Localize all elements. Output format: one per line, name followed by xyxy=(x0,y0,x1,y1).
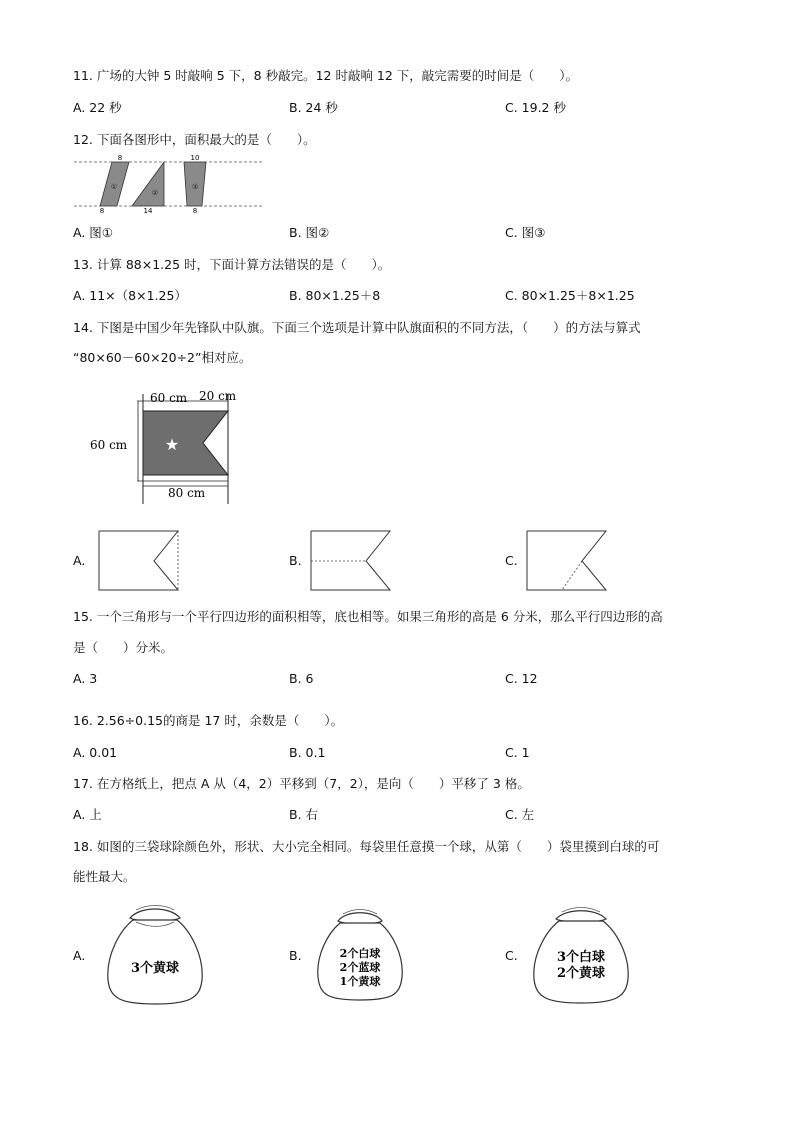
question-15-text-line2: 是（ ）分米。 xyxy=(73,640,174,655)
question-18-text-line2: 能性最大。 xyxy=(73,869,136,884)
q16-option-a[interactable]: A. 0.01 xyxy=(73,745,118,760)
flag-bottom-width-label: 80 cm xyxy=(168,486,206,500)
q15-option-b[interactable]: B. 6 xyxy=(289,671,314,686)
q16-option-b[interactable]: B. 0.1 xyxy=(289,745,326,760)
shape1-marker: ① xyxy=(110,183,118,191)
bag-b-line1: 2个白球 xyxy=(339,947,381,960)
q18-bag-a xyxy=(100,900,210,1010)
shape3-top-label: 10 xyxy=(190,154,200,162)
q13-option-b[interactable]: B. 80×1.25＋8 xyxy=(289,288,381,303)
flag-notch-width-label: 20 cm xyxy=(199,389,237,403)
question-16-text: 16. 2.56÷0.15的商是 17 时，余数是（ ）。 xyxy=(73,713,344,728)
q16-option-c[interactable]: C. 1 xyxy=(505,745,530,760)
question-13-text: 13. 计算 88×1.25 时，下面计算方法错误的是（ ）。 xyxy=(73,257,391,272)
q14-option-b-figure xyxy=(308,528,398,592)
q14-option-a[interactable]: A. xyxy=(73,553,86,568)
q14-flag-figure xyxy=(88,386,268,506)
triangle-shape xyxy=(132,162,164,206)
shape1-top-label: 8 xyxy=(117,154,123,162)
bag-c-line1: 3个白球 xyxy=(556,950,606,965)
shape2-bottom-label: 14 xyxy=(143,207,153,215)
q13-option-a[interactable]: A. 11×（8×1.25） xyxy=(73,288,187,303)
bag-b-line3: 1个黄球 xyxy=(339,975,381,988)
q14-option-a-figure xyxy=(96,528,186,592)
q14-option-c-figure xyxy=(524,528,614,592)
flag-shape xyxy=(143,411,228,475)
question-14-text-line1: 14. 下图是中国少年先锋队中队旗。下面三个选项是计算中队旗面积的不同方法，（ ）的方法与算式 xyxy=(73,320,641,335)
bag-a-label: 3个黄球 xyxy=(130,961,180,976)
question-15-text-line1: 15. 一个三角形与一个平行四边形的面积相等，底也相等。如果三角形的高是 6 分米，那么平行四边形的高 xyxy=(73,609,663,624)
q18-bag-c xyxy=(526,903,636,1008)
shape1-bottom-label: 8 xyxy=(99,207,105,215)
q11-option-c[interactable]: C. 19.2 秒 xyxy=(505,100,566,115)
shape3-bottom-label: 8 xyxy=(192,207,198,215)
q15-option-c[interactable]: C. 12 xyxy=(505,671,538,686)
q12-option-b[interactable]: B. 图② xyxy=(289,225,330,240)
q12-shapes-figure xyxy=(74,155,274,215)
question-17-text: 17. 在方格纸上，把点 A 从（4，2）平移到（7，2），是向（ ）平移了 3 格。 xyxy=(73,776,530,791)
bag-b-line2: 2个蓝球 xyxy=(339,961,381,974)
question-18-text-line1: 18. 如图的三袋球除颜色外，形状、大小完全相同。每袋里任意摸一个球，从第（ ）袋里摸到白球的可 xyxy=(73,839,660,854)
q11-option-b[interactable]: B. 24 秒 xyxy=(289,100,338,115)
question-14-text-line2: “80×60－60×20÷2”相对应。 xyxy=(73,350,252,365)
shape2-marker: ② xyxy=(151,189,159,197)
q13-option-c[interactable]: C. 80×1.25＋8×1.25 xyxy=(505,288,635,303)
q14-option-b[interactable]: B. xyxy=(289,553,302,568)
q18-bag-b xyxy=(310,905,410,1005)
question-11-text: 11. 广场的大钟 5 时敲响 5 下，8 秒敲完。12 时敲响 12 下，敲完需要的时间是（ ）。 xyxy=(73,68,579,83)
q18-option-c[interactable]: C. xyxy=(505,948,518,963)
q12-option-a[interactable]: A. 图① xyxy=(73,225,113,240)
q17-option-a[interactable]: A. 上 xyxy=(73,807,102,822)
q11-option-a[interactable]: A. 22 秒 xyxy=(73,100,122,115)
star-icon: ★ xyxy=(164,435,180,454)
q12-option-c[interactable]: C. 图③ xyxy=(505,225,546,240)
q17-option-b[interactable]: B. 右 xyxy=(289,807,319,822)
shape3-marker: ③ xyxy=(191,183,199,191)
q14-option-c[interactable]: C. xyxy=(505,553,518,568)
question-12-text: 12. 下面各图形中，面积最大的是（ ）。 xyxy=(73,132,316,147)
q15-option-a[interactable]: A. 3 xyxy=(73,671,98,686)
q18-option-a[interactable]: A. xyxy=(73,948,86,963)
q17-option-c[interactable]: C. 左 xyxy=(505,807,535,822)
flag-height-label: 60 cm xyxy=(90,438,128,452)
bag-c-line2: 2个黄球 xyxy=(556,966,606,981)
flag-top-width-label: 60 cm xyxy=(150,391,188,405)
q18-option-b[interactable]: B. xyxy=(289,948,302,963)
